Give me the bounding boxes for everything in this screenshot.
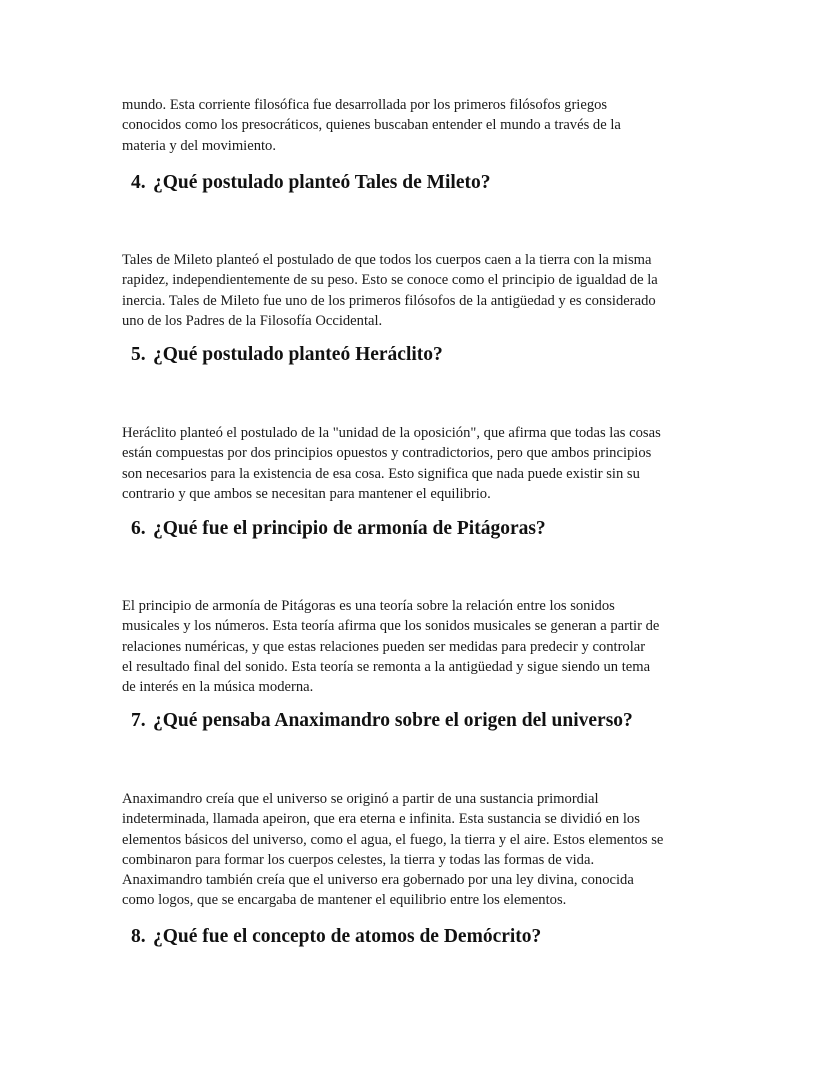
- text-line: combinaron para formar los cuerpos celestes, la tierra y todas las formas de vida.: [122, 851, 595, 868]
- paragraph-pitagoras: [122, 596, 659, 697]
- paragraph-tales: [122, 250, 658, 331]
- text-line: Heráclito planteó el postulado de la "unidad de la oposición", que afirma que todas las cosas: [122, 425, 661, 441]
- text-line: indeterminada, llamada apeiron, que era eterna e infinita. Esta sustancia se dividió en los: [122, 811, 640, 828]
- text-line: de interés en la música moderna.: [122, 679, 314, 696]
- paragraph-intro: [122, 95, 621, 156]
- heading-text: ¿Qué fue el concepto de atomos de Demócrito?: [153, 926, 542, 947]
- heading-text: ¿Qué postulado planteó Tales de Mileto?: [153, 172, 491, 193]
- text-line: uno de los Padres de la Filosofía Occidental.: [122, 312, 383, 329]
- heading-number: 8.: [131, 926, 146, 947]
- text-line: musicales y los números. Esta teoría afirma que los sonidos musicales se generan a partir de: [122, 618, 660, 635]
- heading-text: ¿Qué pensaba Anaximandro sobre el origen del universo?: [153, 710, 633, 731]
- heading-heraclito: [131, 343, 443, 367]
- text-line: materia y del movimiento.: [122, 137, 277, 154]
- heading-number: 4.: [131, 172, 146, 193]
- text-line: Tales de Mileto planteó el postulado de que todos los cuerpos caen a la tierra con la misma: [122, 252, 652, 268]
- heading-number: 6.: [131, 518, 146, 539]
- paragraph-heraclito: [122, 423, 661, 504]
- text-line: contrario y que ambos se necesitan para mantener el equilibrio.: [122, 485, 491, 502]
- text-line: El principio de armonía de Pitágoras es una teoría sobre la relación entre los sonidos: [122, 598, 615, 614]
- heading-tales: [131, 171, 491, 195]
- heading-democrito: [131, 925, 541, 949]
- text-line: mundo. Esta corriente filosófica fue desarrollada por los primeros filósofos griegos: [122, 97, 608, 113]
- heading-text: ¿Qué fue el principio de armonía de Pitágoras?: [153, 518, 546, 539]
- text-line: como logos, que se encargaba de mantener el equilibrio entre los elementos.: [122, 892, 567, 909]
- text-line: Anaximandro creía que el universo se originó a partir de una sustancia primordial: [122, 791, 599, 807]
- heading-anaximandro: [131, 709, 633, 733]
- text-line: son necesarios para la existencia de esa cosa. Esto significa que nada puede existir sin su: [122, 465, 640, 482]
- text-line: Anaximandro también creía que el universo era gobernado por una ley divina, conocida: [122, 872, 634, 889]
- text-line: elementos básicos del universo, como el agua, el fuego, la tierra y el aire. Estos elementos se: [122, 831, 664, 848]
- text-line: inercia. Tales de Mileto fue uno de los primeros filósofos de la antigüedad y es considerado: [122, 292, 656, 309]
- text-line: conocidos como los presocráticos, quienes buscaban entender el mundo a través de la: [122, 117, 621, 134]
- text-line: el resultado final del sonido. Esta teoría se remonta a la antigüedad y sigue siendo un tema: [122, 658, 651, 675]
- heading-number: 5.: [131, 344, 146, 365]
- heading-number: 7.: [131, 710, 146, 731]
- text-line: rapidez, independientemente de su peso. Esto se conoce como el principio de igualdad de la: [122, 272, 658, 289]
- text-line: están compuestas por dos principios opuestos y contradictorios, pero que ambos principios: [122, 445, 652, 462]
- heading-pitagoras: [131, 517, 546, 541]
- heading-text: ¿Qué postulado planteó Heráclito?: [153, 344, 443, 365]
- paragraph-anaximandro: [122, 789, 663, 911]
- text-line: relaciones numéricas, y que estas relaciones pueden ser medidas para predecir y controlar: [122, 638, 646, 655]
